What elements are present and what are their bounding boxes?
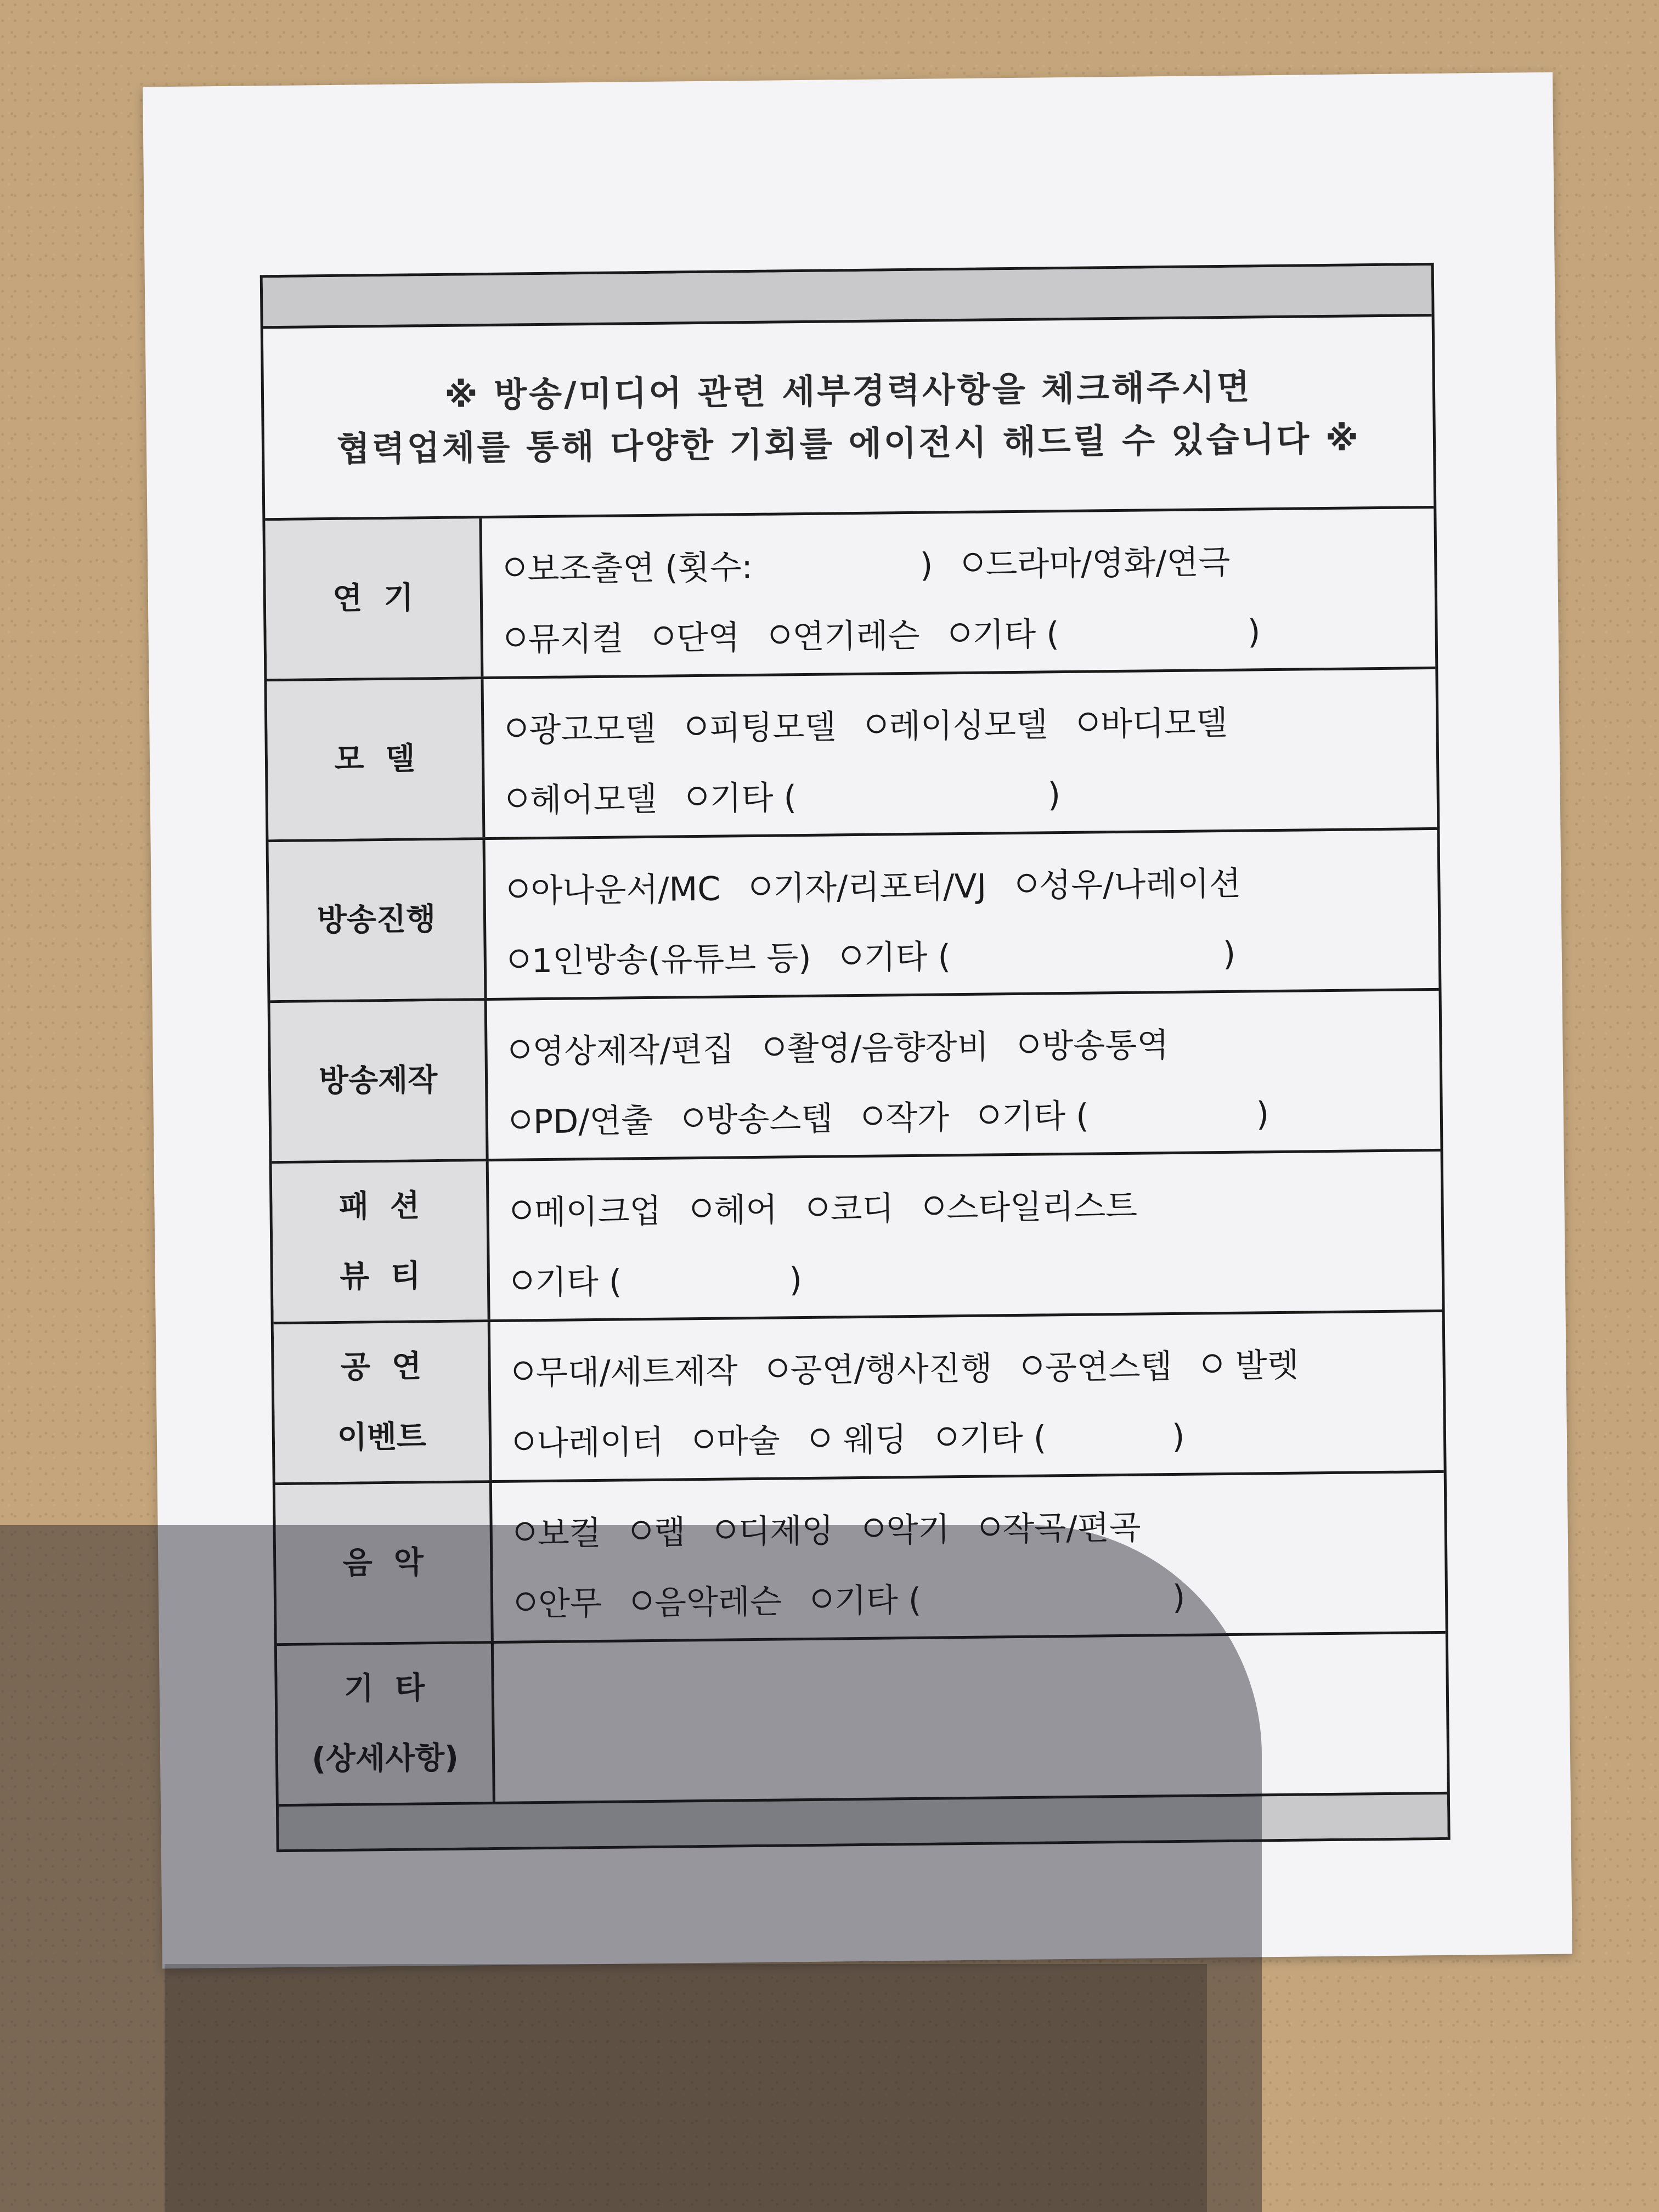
category-row	[269, 830, 1439, 1003]
options-line	[505, 522, 1435, 602]
checkbox-option[interactable]	[937, 1410, 1185, 1460]
option-label: 디제잉	[738, 1511, 834, 1551]
category-row	[265, 509, 1435, 681]
category-label-text: 기 타	[343, 1670, 425, 1707]
category-row	[275, 1473, 1446, 1646]
circle-checkbox-icon[interactable]	[506, 628, 524, 646]
checkbox-option[interactable]	[812, 1571, 1185, 1622]
category-label	[277, 1644, 495, 1804]
circle-checkbox-icon[interactable]	[1203, 1354, 1221, 1373]
notice-line-1: ※ 방송/미디어 관련 세부경력사항을 체크해주시면	[444, 366, 1252, 415]
option-label: 기타 ( )	[864, 934, 1236, 977]
circle-checkbox-icon[interactable]	[514, 1361, 532, 1380]
option-label: 무대/세트제작	[535, 1352, 738, 1393]
checkbox-option[interactable]	[1203, 1339, 1299, 1387]
option-label: 작곡/편곡	[1002, 1508, 1141, 1549]
checkbox-option[interactable]	[511, 1094, 653, 1143]
circle-checkbox-icon[interactable]	[1079, 712, 1097, 731]
circle-checkbox-icon[interactable]	[938, 1427, 956, 1446]
option-label: 기타 ( )	[1001, 1095, 1269, 1137]
notice-box	[263, 317, 1434, 521]
category-label-text: 뷰 티	[339, 1258, 421, 1295]
category-label-text: 공 연	[340, 1348, 422, 1385]
category-label-text: 이벤트	[337, 1419, 427, 1455]
option-label: 기타 ( )	[972, 613, 1261, 654]
circle-checkbox-icon[interactable]	[510, 1040, 529, 1058]
circle-checkbox-icon[interactable]	[505, 557, 524, 576]
details-field[interactable]	[494, 1634, 1447, 1802]
option-label: 뮤지컬	[528, 619, 624, 659]
option-label: 피팅모델	[708, 708, 837, 748]
checkbox-option[interactable]	[515, 1416, 664, 1465]
option-label: 공연스텝	[1045, 1347, 1172, 1387]
option-label: 광고모델	[529, 709, 657, 750]
options-line	[509, 844, 1438, 924]
circle-checkbox-icon[interactable]	[507, 718, 526, 737]
checkbox-option[interactable]	[505, 539, 933, 591]
checkbox-option[interactable]	[1023, 1340, 1172, 1389]
category-row	[270, 991, 1441, 1164]
checkbox-option[interactable]	[770, 610, 920, 658]
options-line	[509, 914, 1438, 994]
options-area	[489, 1152, 1442, 1319]
circle-checkbox-icon[interactable]	[1023, 1356, 1041, 1375]
circle-checkbox-icon[interactable]	[509, 879, 527, 898]
option-label: 아나운서/MC	[531, 870, 721, 911]
checkbox-option[interactable]	[506, 612, 624, 661]
checkbox-option[interactable]	[864, 1091, 950, 1139]
option-label: 영상제작/편집	[532, 1030, 735, 1071]
checkbox-option[interactable]	[864, 1503, 950, 1551]
circle-checkbox-icon[interactable]	[864, 1519, 883, 1537]
circle-checkbox-icon[interactable]	[687, 716, 706, 735]
circle-checkbox-icon[interactable]	[511, 1110, 530, 1128]
circle-checkbox-icon[interactable]	[842, 946, 860, 964]
circle-checkbox-icon[interactable]	[687, 787, 706, 805]
checkbox-option[interactable]	[692, 1184, 778, 1232]
checkbox-option[interactable]	[810, 1413, 907, 1462]
options-area	[487, 991, 1441, 1159]
checkbox-option[interactable]	[512, 1185, 662, 1234]
options-line	[511, 1075, 1440, 1155]
option-label: 악기	[886, 1510, 950, 1550]
option-label: 기타 ( )	[709, 776, 1061, 818]
checkbox-option[interactable]	[768, 1342, 992, 1391]
options-line	[510, 1005, 1440, 1085]
option-label: 코디	[830, 1189, 894, 1229]
circle-checkbox-icon[interactable]	[654, 626, 673, 645]
circle-checkbox-icon[interactable]	[812, 1589, 831, 1608]
option-label: 헤어모델	[529, 780, 657, 820]
options-line	[512, 1235, 1442, 1316]
option-label: 기타 ( )	[534, 1261, 803, 1302]
category-label-text: 음 악	[342, 1544, 424, 1581]
circle-checkbox-icon[interactable]	[716, 1520, 735, 1538]
category-rows	[265, 509, 1447, 1804]
options-line	[507, 753, 1437, 833]
circle-checkbox-icon[interactable]	[963, 553, 982, 572]
circle-checkbox-icon[interactable]	[510, 949, 528, 968]
circle-checkbox-icon[interactable]	[980, 1517, 999, 1536]
checkbox-option[interactable]	[509, 863, 721, 912]
checkbox-option[interactable]	[516, 1577, 602, 1626]
circle-checkbox-icon[interactable]	[1017, 874, 1036, 893]
circle-checkbox-icon[interactable]	[980, 1105, 998, 1124]
option-label: 방송통역	[1041, 1026, 1169, 1066]
circle-checkbox-icon[interactable]	[695, 1430, 713, 1448]
category-label	[265, 518, 483, 679]
checkbox-option[interactable]	[684, 1092, 833, 1141]
option-label: 바디모델	[1100, 703, 1228, 744]
category-label	[269, 840, 487, 1000]
checkbox-option[interactable]	[867, 698, 1048, 747]
checkbox-option[interactable]	[924, 1180, 1138, 1229]
option-label: 레이싱모델	[888, 706, 1048, 746]
checkbox-option[interactable]	[751, 860, 987, 910]
circle-checkbox-icon[interactable]	[516, 1522, 534, 1541]
checkbox-option[interactable]	[842, 928, 1236, 979]
option-label: 연기레슨	[792, 616, 920, 657]
checkbox-option[interactable]	[716, 1505, 834, 1553]
circle-checkbox-icon[interactable]	[768, 1358, 787, 1377]
category-label	[270, 1001, 489, 1161]
category-label-text: 연 기	[332, 580, 414, 617]
circle-checkbox-icon[interactable]	[515, 1431, 533, 1450]
circle-checkbox-icon[interactable]	[808, 1198, 827, 1216]
circle-checkbox-icon[interactable]	[512, 1200, 531, 1219]
circle-checkbox-icon[interactable]	[770, 625, 789, 644]
option-label: 웨딩	[832, 1420, 907, 1460]
category-label	[272, 1161, 490, 1322]
option-label: 안무	[538, 1584, 602, 1624]
option-label: 보조출연 (횟수: )	[527, 546, 933, 589]
circle-checkbox-icon[interactable]	[950, 623, 969, 642]
category-label-text: (상세사항)	[311, 1740, 459, 1778]
notice-line-2: 협력업체를 통해 다양한 기회를 에이전시 해드릴 수 있습니다 ※	[336, 417, 1361, 469]
checkbox-option[interactable]	[980, 1502, 1141, 1550]
category-label-text: 패 션	[338, 1188, 420, 1224]
option-label: 발렛	[1224, 1346, 1299, 1386]
category-row	[277, 1634, 1447, 1804]
options-line	[514, 1396, 1443, 1476]
option-label: 랩	[653, 1513, 686, 1552]
option-label: 단역	[676, 618, 740, 658]
option-label: 작가	[885, 1098, 950, 1138]
option-label: 드라마/영화/연극	[985, 543, 1231, 584]
option-label: 방송스텝	[706, 1099, 833, 1139]
option-label: 공연/행사진행	[790, 1349, 992, 1390]
options-area	[483, 669, 1437, 837]
circle-checkbox-icon[interactable]	[765, 1037, 783, 1056]
option-label: 보컬	[537, 1514, 602, 1554]
options-line	[516, 1557, 1445, 1637]
checkbox-option[interactable]	[514, 1345, 738, 1394]
circle-checkbox-icon[interactable]	[1019, 1035, 1038, 1053]
options-line	[507, 683, 1436, 763]
option-label: 메이크업	[534, 1192, 662, 1232]
option-label: 1인방송(유튜브 등)	[531, 939, 811, 981]
category-label	[274, 1322, 492, 1482]
checkbox-option[interactable]	[631, 1506, 686, 1554]
checkbox-option[interactable]	[510, 1023, 735, 1073]
option-label: 기타 ( )	[959, 1417, 1185, 1459]
category-row	[267, 669, 1437, 842]
circle-checkbox-icon[interactable]	[864, 1107, 882, 1125]
option-label: 기자/리포터/VJ	[772, 867, 987, 908]
circle-checkbox-icon[interactable]	[633, 1591, 651, 1610]
options-line	[515, 1487, 1444, 1567]
option-label: 촬영/음향장비	[787, 1028, 989, 1069]
options-area	[486, 830, 1439, 998]
category-label-text: 방송제작	[318, 1062, 438, 1099]
category-row	[272, 1152, 1442, 1324]
checkbox-option[interactable]	[1078, 697, 1228, 746]
checkbox-option[interactable]	[633, 1576, 782, 1624]
options-line	[514, 1326, 1443, 1406]
options-area	[492, 1473, 1446, 1641]
circle-checkbox-icon[interactable]	[631, 1521, 650, 1539]
checkbox-option[interactable]	[507, 703, 657, 752]
checkbox-option[interactable]	[687, 701, 837, 749]
category-label	[275, 1483, 494, 1643]
option-label: 나레이터	[536, 1423, 664, 1463]
checkbox-option[interactable]	[509, 932, 811, 983]
circle-checkbox-icon[interactable]	[751, 877, 770, 895]
checkbox-option[interactable]	[512, 1254, 802, 1304]
checkbox-option[interactable]	[507, 773, 657, 822]
circle-checkbox-icon[interactable]	[692, 1199, 710, 1217]
checkbox-option[interactable]	[694, 1415, 780, 1463]
circle-checkbox-icon[interactable]	[867, 714, 885, 733]
circle-checkbox-icon[interactable]	[811, 1429, 830, 1447]
option-label: 성우/나레이션	[1039, 864, 1242, 905]
circle-checkbox-icon[interactable]	[516, 1592, 535, 1611]
category-row	[274, 1312, 1444, 1485]
option-label: 헤어	[714, 1190, 778, 1230]
option-label: 스타일리스트	[946, 1187, 1138, 1228]
checkbox-option[interactable]	[765, 1020, 989, 1070]
checkbox-option[interactable]	[1019, 1019, 1169, 1068]
phone-shadow	[165, 1964, 1207, 2212]
career-checklist-form	[260, 263, 1451, 1852]
checkbox-option[interactable]	[808, 1182, 894, 1231]
category-label	[267, 679, 485, 839]
checkbox-option[interactable]	[515, 1507, 601, 1555]
option-label: 음악레슨	[654, 1582, 782, 1622]
circle-checkbox-icon[interactable]	[508, 788, 527, 807]
option-label: PD/연출	[533, 1101, 653, 1142]
checkbox-option[interactable]	[654, 611, 740, 659]
circle-checkbox-icon[interactable]	[513, 1271, 532, 1289]
circle-checkbox-icon[interactable]	[924, 1196, 943, 1215]
option-label: 마술	[716, 1421, 781, 1461]
checkbox-option[interactable]	[687, 769, 1060, 820]
circle-checkbox-icon[interactable]	[684, 1108, 702, 1127]
checkbox-option[interactable]	[1017, 857, 1242, 907]
category-label-text: 모 델	[334, 741, 415, 777]
options-area	[482, 509, 1435, 676]
category-label-text: 방송진행	[317, 901, 436, 939]
paper-sheet	[143, 72, 1572, 1969]
options-line	[506, 592, 1435, 673]
option-label: 기타 ( )	[834, 1578, 1186, 1621]
options-line	[512, 1165, 1441, 1245]
checkbox-option[interactable]	[963, 536, 1231, 586]
checkbox-option[interactable]	[950, 606, 1261, 656]
checkbox-option[interactable]	[980, 1088, 1269, 1138]
options-area	[490, 1312, 1444, 1480]
